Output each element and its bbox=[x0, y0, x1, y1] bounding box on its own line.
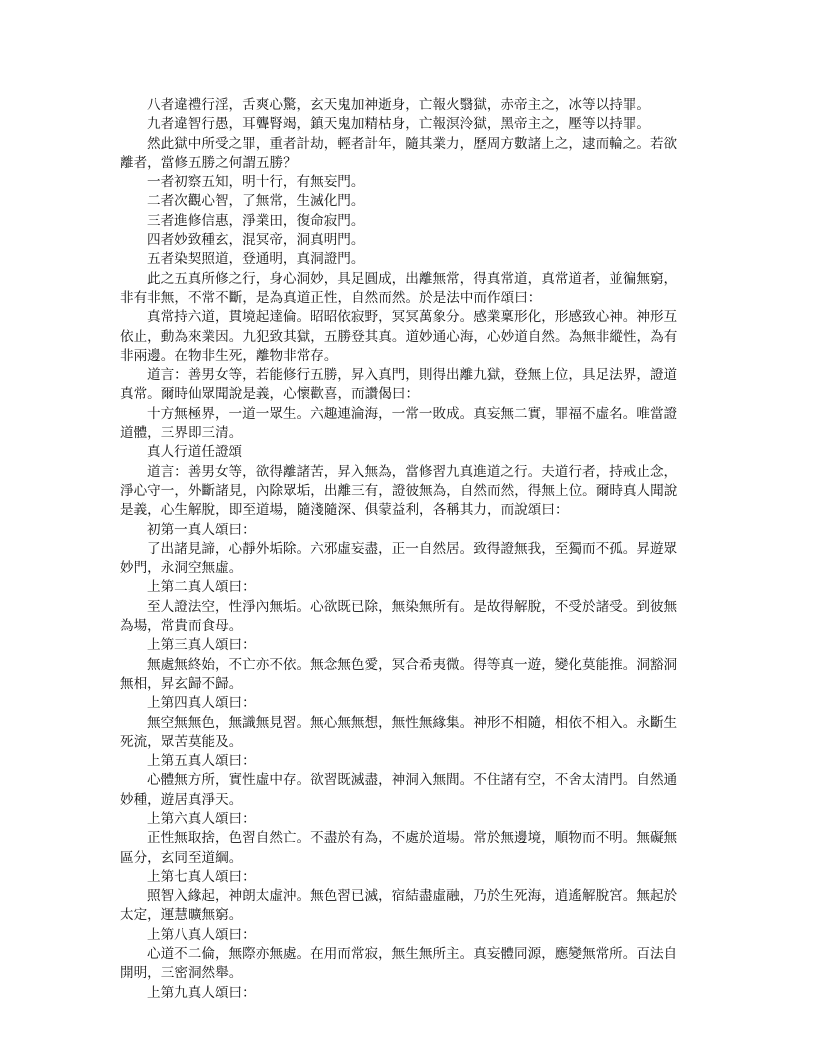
paragraph bbox=[120, 308, 714, 366]
text-line: 真常。爾時仙眾聞說是義，心懷歡喜，而讚偈曰： bbox=[120, 386, 420, 403]
text-line: 五者染契照道，登通明，真洞證門。 bbox=[147, 251, 365, 268]
text-line: 道體，三界即三清。 bbox=[120, 425, 243, 442]
paragraph bbox=[120, 829, 714, 868]
paragraph bbox=[120, 443, 714, 462]
text-line: 上第七真人頌曰： bbox=[147, 868, 256, 885]
text-line: 死流，眾苦莫能及。 bbox=[120, 733, 243, 750]
paragraph bbox=[120, 984, 714, 1003]
text-line: 非有非無，不常不斷，是為真道正性，自然而然。於是法中而作頌曰： bbox=[120, 289, 542, 306]
text-line: 為場，常貴而食母。 bbox=[120, 618, 243, 635]
text-line: 上第三真人頌曰： bbox=[147, 637, 256, 654]
paragraph bbox=[120, 810, 714, 829]
text-line: 道言：善男女等，若能修行五勝，昇入真門，則得出離九獄，登無上位，具足法界，證道 bbox=[147, 367, 678, 384]
text-line: 上第四真人頌曰： bbox=[147, 695, 256, 712]
paragraph bbox=[120, 463, 714, 521]
paragraph bbox=[120, 868, 714, 887]
paragraph bbox=[120, 636, 714, 655]
paragraph bbox=[120, 270, 714, 309]
paragraph bbox=[120, 366, 714, 405]
text-line: 心道不二倫，無際亦無處。在用而常寂，無生無所主。真妄體同源，應變無常所。百法自 bbox=[147, 946, 678, 963]
text-line: 淨心守一，外斷諸見，內除眾垢，出離三有，證彼無為，自然而然，得無上位。爾時真人聞說 bbox=[120, 482, 678, 499]
text-line: 十方無極界，一道一眾生。六趣連淪海，一常一敗成。真妄無二實，罪福不虛名。唯當證 bbox=[147, 405, 678, 422]
text-line: 妙門，永洞空無虛。 bbox=[120, 560, 243, 577]
paragraph bbox=[120, 96, 714, 115]
text-line: 上第八真人頌曰： bbox=[147, 926, 256, 943]
paragraph bbox=[120, 231, 714, 250]
paragraph bbox=[120, 714, 714, 753]
paragraph bbox=[120, 212, 714, 231]
text-line: 區分，玄同至道綱。 bbox=[120, 849, 243, 866]
text-line: 太定，運慧曠無窮。 bbox=[120, 907, 243, 924]
text-line: 三者進修信惠，淨業田，復命寂門。 bbox=[147, 212, 365, 229]
text-line: 八者違禮行淫，舌爽心驚，玄天鬼加神逝身，亡報火翳獄，赤帝主之，冰等以持罪。 bbox=[147, 97, 650, 113]
paragraph bbox=[120, 694, 714, 713]
paragraph bbox=[120, 173, 714, 192]
text-line: 道言：善男女等，欲得離諸苦，昇入無為，當修習九真進道之行。夫道行者，持戒止念， bbox=[147, 463, 678, 480]
text-line: 無相，昇玄歸不歸。 bbox=[120, 675, 243, 692]
text-line: 上第六真人頌曰： bbox=[147, 810, 256, 827]
paragraph bbox=[120, 752, 714, 771]
text-line: 正性無取捨，色習自然亡。不盡於有為，不處於道場。常於無邊境，順物而不明。無礙無 bbox=[147, 830, 678, 847]
text-line: 真人行道任證頌 bbox=[147, 444, 243, 461]
text-line: 無處無終始，不亡亦不依。無念無色愛，冥合希夷微。得等真一遊，變化莫能推。洞豁洞 bbox=[147, 656, 678, 673]
text-line: 然此獄中所受之罪，重者計劫，輕者計年，隨其業力，歷周方數諸上之，逮而輪之。若欲 bbox=[147, 135, 678, 152]
paragraph bbox=[120, 598, 714, 637]
text-line: 真常持六道，貫境起達倫。昭昭依寂野，冥冥萬象分。感業稟形化，形感致心神。神形互 bbox=[147, 309, 678, 326]
text-line: 妙種，遊居真淨天。 bbox=[120, 791, 243, 808]
text-line: 上第九真人頌曰： bbox=[147, 984, 256, 1001]
text-line: 二者次觀心智，了無常，生滅化門。 bbox=[147, 193, 365, 210]
text-line: 上第二真人頌曰： bbox=[147, 579, 256, 596]
text-line: 非兩邊。在物非生死，離物非常存。 bbox=[120, 347, 338, 364]
paragraph bbox=[120, 250, 714, 269]
text-line: 九者違智行愚，耳聾腎竭，鎮天鬼加精枯身，亡報溟泠獄，黑帝主之，壓等以持罪。 bbox=[147, 116, 650, 133]
paragraph bbox=[120, 135, 714, 174]
paragraph bbox=[120, 192, 714, 211]
paragraph bbox=[120, 578, 714, 597]
paragraph bbox=[120, 926, 714, 945]
text-line: 無空無無色，無識無見習。無心無無想，無性無緣集。神形不相隨，相依不相入。永斷生 bbox=[147, 714, 678, 731]
text-line: 至人證法空，性淨內無垢。心欲既已除，無染無所有。是故得解脫，不受於諸受。到彼無 bbox=[147, 598, 678, 615]
text-line: 此之五真所修之行，身心洞妙，具足圓成，出離無常，得真常道，真常道者，並徧無窮， bbox=[147, 270, 678, 287]
paragraph bbox=[120, 656, 714, 695]
text-line: 了出諸見諦，心靜外垢除。六邪虛妄盡，正一自然居。致得證無我，至獨而不孤。昇遊眾 bbox=[147, 540, 678, 557]
paragraph bbox=[120, 405, 714, 444]
paragraph bbox=[120, 540, 714, 579]
text-line: 照智入緣起，神朗太虛沖。無色習已滅，宿結盡虛融，乃於生死海，逍遙解脫宮。無起於 bbox=[147, 888, 678, 905]
text-line: 離者，當修五勝之何謂五勝？ bbox=[120, 154, 297, 171]
text-line: 上第五真人頌曰： bbox=[147, 753, 256, 770]
paragraph bbox=[120, 887, 714, 926]
text-line: 依止，動為來業因。九犯致其獄，五勝登其真。道妙通心海，心妙道自然。為無非縱性，為有 bbox=[120, 328, 678, 345]
text-line: 是義，心生解脫，即至道場，隨淺隨深、俱蒙益利，各稱其力，而說頌曰： bbox=[120, 502, 569, 519]
paragraph bbox=[120, 771, 714, 810]
paragraph bbox=[120, 115, 714, 134]
text-line: 四者妙致種玄，混冥帝，洞真明門。 bbox=[147, 232, 365, 249]
text-line: 心體無方所，實性虛中存。欲習既滅盡，神洞入無間。不住諸有空，不舍太清門。自然通 bbox=[147, 772, 678, 789]
text-line: 初第一真人頌曰： bbox=[147, 521, 256, 538]
document-page bbox=[120, 96, 714, 1003]
paragraph bbox=[120, 521, 714, 540]
paragraph bbox=[120, 945, 714, 984]
text-line: 一者初察五知，明十行，有無妄門。 bbox=[147, 174, 365, 191]
text-line: 開明，三密洞然舉。 bbox=[120, 965, 243, 982]
